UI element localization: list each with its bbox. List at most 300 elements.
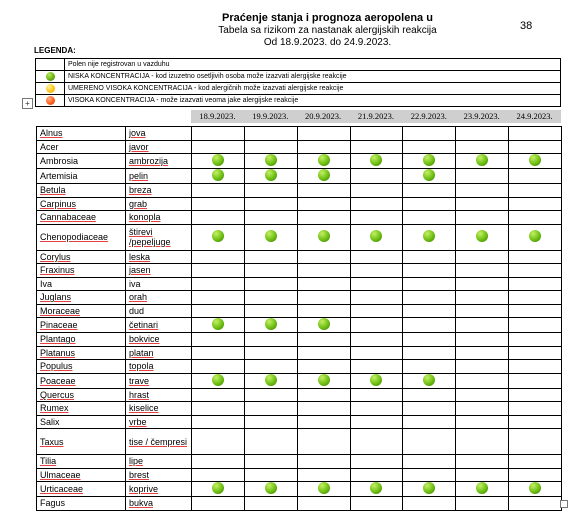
risk-cell <box>350 140 403 154</box>
latin-name-cell: Urticaceae <box>37 482 126 497</box>
local-name-cell: orah <box>126 291 192 305</box>
latin-name-cell: Juglans <box>37 291 126 305</box>
risk-cell <box>192 169 245 184</box>
risk-cell <box>297 184 350 198</box>
local-name-cell: pelin <box>126 169 192 184</box>
risk-cell <box>403 333 456 347</box>
green-dot-icon <box>370 482 382 494</box>
table-row <box>37 360 562 374</box>
green-dot-icon <box>529 230 541 242</box>
risk-cell <box>192 127 245 141</box>
local-name-cell: javor <box>126 140 192 154</box>
risk-cell <box>297 402 350 416</box>
green-dot-icon <box>423 154 435 166</box>
risk-cell <box>509 482 562 497</box>
green-dot-icon <box>212 169 224 181</box>
risk-cell <box>244 224 297 250</box>
table-row <box>37 169 562 184</box>
green-dot-icon <box>265 482 277 494</box>
risk-cell <box>297 140 350 154</box>
green-dot-icon <box>318 482 330 494</box>
risk-cell <box>456 482 509 497</box>
risk-cell <box>403 224 456 250</box>
risk-cell <box>350 211 403 225</box>
latin-name-cell: Carpinus <box>37 197 126 211</box>
risk-cell <box>509 333 562 347</box>
risk-cell <box>456 224 509 250</box>
table-row <box>37 455 562 469</box>
local-name-cell: topola <box>126 360 192 374</box>
risk-cell <box>456 402 509 416</box>
risk-cell <box>509 388 562 402</box>
table-row <box>37 497 562 511</box>
risk-cell <box>192 388 245 402</box>
table-row <box>37 333 562 347</box>
table-row <box>37 291 562 305</box>
risk-cell <box>403 346 456 360</box>
legend-row <box>36 95 561 107</box>
local-name-cell: platan <box>126 346 192 360</box>
risk-cell <box>244 373 297 388</box>
risk-cell <box>297 304 350 318</box>
risk-cell <box>350 304 403 318</box>
risk-cell <box>297 291 350 305</box>
pollen-table <box>36 126 562 511</box>
latin-name-cell: Alnus <box>37 127 126 141</box>
green-dot-icon <box>529 482 541 494</box>
risk-cell <box>456 184 509 198</box>
green-dot-icon <box>529 154 541 166</box>
local-name-cell: jasen <box>126 264 192 278</box>
risk-cell <box>509 264 562 278</box>
risk-cell <box>350 429 403 455</box>
date-header-cell: 23.9.2023. <box>463 111 500 121</box>
green-dot-icon <box>212 374 224 386</box>
latin-name-cell: Moraceae <box>37 304 126 318</box>
risk-cell <box>509 497 562 511</box>
local-name-cell: kiselice <box>126 402 192 416</box>
risk-cell <box>350 468 403 482</box>
legend-row <box>36 83 561 95</box>
risk-cell <box>456 264 509 278</box>
legend-text: Polen nije registrovan u vazduhu <box>65 59 561 71</box>
risk-cell <box>192 468 245 482</box>
risk-cell <box>297 211 350 225</box>
risk-cell <box>456 373 509 388</box>
risk-cell <box>456 154 509 169</box>
table-row <box>37 211 562 225</box>
green-dot-icon <box>476 154 488 166</box>
risk-cell <box>244 250 297 264</box>
risk-cell <box>403 154 456 169</box>
table-row <box>37 482 562 497</box>
risk-cell <box>456 197 509 211</box>
risk-cell <box>192 402 245 416</box>
risk-cell <box>244 455 297 469</box>
green-dot-icon <box>212 482 224 494</box>
legend-table <box>35 58 561 107</box>
risk-cell <box>509 211 562 225</box>
risk-cell <box>350 264 403 278</box>
risk-cell <box>509 373 562 388</box>
risk-cell <box>192 264 245 278</box>
risk-cell <box>350 318 403 333</box>
local-name-cell: lipe <box>126 455 192 469</box>
risk-cell <box>244 211 297 225</box>
risk-cell <box>192 455 245 469</box>
risk-cell <box>456 333 509 347</box>
date-header-cell: 19.9.2023. <box>252 111 289 121</box>
risk-cell <box>244 429 297 455</box>
latin-name-cell: Rumex <box>37 402 126 416</box>
risk-cell <box>456 346 509 360</box>
table-move-handle-icon[interactable]: + <box>22 98 33 109</box>
risk-cell <box>244 346 297 360</box>
green-dot-icon <box>265 169 277 181</box>
report-title: Praćenje stanja i prognoza aeropolena u <box>222 12 433 24</box>
risk-cell <box>297 455 350 469</box>
table-row <box>37 402 562 416</box>
risk-cell <box>456 291 509 305</box>
risk-cell <box>350 373 403 388</box>
local-name-cell: iva <box>126 277 192 291</box>
risk-cell <box>509 318 562 333</box>
table-row <box>37 318 562 333</box>
green-dot-icon <box>318 169 330 181</box>
risk-cell <box>192 429 245 455</box>
risk-cell <box>509 224 562 250</box>
local-name-cell: jova <box>126 127 192 141</box>
risk-cell <box>297 373 350 388</box>
risk-cell <box>350 154 403 169</box>
latin-name-cell: Artemisia <box>37 169 126 184</box>
date-header-cell: 21.9.2023. <box>357 111 395 121</box>
risk-cell <box>350 482 403 497</box>
table-row <box>37 277 562 291</box>
risk-cell <box>297 360 350 374</box>
green-dot-icon <box>265 230 277 242</box>
risk-cell <box>350 402 403 416</box>
legend-icon-cell <box>36 83 65 95</box>
risk-cell <box>350 127 403 141</box>
green-dot-icon <box>370 230 382 242</box>
local-name-cell: štirevi /pepeljuge <box>126 224 192 250</box>
risk-cell <box>403 402 456 416</box>
risk-cell <box>403 250 456 264</box>
risk-cell <box>350 224 403 250</box>
risk-cell <box>244 304 297 318</box>
local-name-cell: trave <box>126 373 192 388</box>
risk-cell <box>403 415 456 429</box>
risk-cell <box>297 318 350 333</box>
risk-cell <box>403 497 456 511</box>
risk-cell <box>509 154 562 169</box>
risk-cell <box>192 482 245 497</box>
risk-cell <box>509 127 562 141</box>
local-name-cell: bukva <box>126 497 192 511</box>
risk-cell <box>244 154 297 169</box>
risk-cell <box>509 197 562 211</box>
green-dot-icon <box>265 154 277 166</box>
local-name-cell: četinari <box>126 318 192 333</box>
latin-name-cell: Chenopodiaceae <box>37 224 126 250</box>
risk-cell <box>456 211 509 225</box>
risk-cell <box>244 197 297 211</box>
risk-cell <box>297 224 350 250</box>
risk-cell <box>350 455 403 469</box>
report-subtitle: Tabela sa rizikom za nastanak alergijskih reakcija <box>218 25 437 36</box>
report-header <box>0 12 585 49</box>
page-number: 38 <box>520 20 533 32</box>
risk-cell <box>192 333 245 347</box>
legend-row <box>36 71 561 83</box>
risk-cell <box>350 333 403 347</box>
risk-cell <box>350 250 403 264</box>
risk-cell <box>244 468 297 482</box>
risk-cell <box>509 304 562 318</box>
risk-cell <box>403 482 456 497</box>
local-name-cell: vrbe <box>126 415 192 429</box>
risk-cell <box>456 415 509 429</box>
yellow-dot-icon <box>46 84 55 93</box>
risk-cell <box>192 291 245 305</box>
latin-name-cell: Iva <box>37 277 126 291</box>
green-dot-icon <box>370 154 382 166</box>
date-header-cell: 22.9.2023. <box>410 111 447 121</box>
risk-cell <box>403 468 456 482</box>
risk-cell <box>192 415 245 429</box>
local-name-cell: brest <box>126 468 192 482</box>
risk-cell <box>350 169 403 184</box>
risk-cell <box>297 127 350 141</box>
legend-icon-cell <box>36 59 65 71</box>
risk-cell <box>456 277 509 291</box>
risk-cell <box>403 277 456 291</box>
risk-cell <box>350 197 403 211</box>
risk-cell <box>456 127 509 141</box>
risk-cell <box>403 373 456 388</box>
risk-cell <box>244 291 297 305</box>
risk-cell <box>192 373 245 388</box>
table-row <box>37 154 562 169</box>
risk-cell <box>509 346 562 360</box>
risk-cell <box>192 497 245 511</box>
red-dot-icon <box>46 96 55 105</box>
table-row <box>37 250 562 264</box>
risk-cell <box>297 154 350 169</box>
risk-cell <box>403 429 456 455</box>
local-name-cell: grab <box>126 197 192 211</box>
risk-cell <box>509 169 562 184</box>
risk-cell <box>509 277 562 291</box>
risk-cell <box>509 140 562 154</box>
local-name-cell: koprive <box>126 482 192 497</box>
risk-cell <box>297 468 350 482</box>
risk-cell <box>456 455 509 469</box>
green-dot-icon <box>318 374 330 386</box>
risk-cell <box>192 318 245 333</box>
risk-cell <box>244 482 297 497</box>
risk-cell <box>192 184 245 198</box>
local-name-cell: leska <box>126 250 192 264</box>
risk-cell <box>509 250 562 264</box>
table-row <box>37 468 562 482</box>
table-row <box>37 197 562 211</box>
risk-cell <box>297 482 350 497</box>
risk-cell <box>297 250 350 264</box>
risk-cell <box>403 455 456 469</box>
latin-name-cell: Ulmaceae <box>37 468 126 482</box>
risk-cell <box>350 360 403 374</box>
risk-cell <box>456 497 509 511</box>
risk-cell <box>403 360 456 374</box>
green-dot-icon <box>423 374 435 386</box>
latin-name-cell: Quercus <box>37 388 126 402</box>
risk-cell <box>403 197 456 211</box>
risk-cell <box>456 140 509 154</box>
risk-cell <box>403 127 456 141</box>
legend-icon-cell <box>36 71 65 83</box>
legend-row <box>36 59 561 71</box>
report-date-range: Od 18.9.2023. do 24.9.2023. <box>263 37 392 48</box>
risk-cell <box>192 211 245 225</box>
latin-name-cell: Pinaceae <box>37 318 126 333</box>
green-dot-icon <box>318 230 330 242</box>
green-dot-icon <box>318 154 330 166</box>
risk-cell <box>192 250 245 264</box>
risk-cell <box>297 197 350 211</box>
risk-cell <box>192 140 245 154</box>
risk-cell <box>297 388 350 402</box>
table-row <box>37 264 562 278</box>
green-dot-icon <box>423 169 435 181</box>
green-dot-icon <box>212 318 224 330</box>
risk-cell <box>244 497 297 511</box>
green-dot-icon <box>476 482 488 494</box>
latin-name-cell: Betula <box>37 184 126 198</box>
risk-cell <box>192 154 245 169</box>
risk-cell <box>509 455 562 469</box>
risk-cell <box>403 211 456 225</box>
risk-cell <box>192 360 245 374</box>
local-name-cell: tise / čempresi <box>126 429 192 455</box>
risk-cell <box>192 277 245 291</box>
green-dot-icon <box>212 154 224 166</box>
green-dot-icon <box>370 374 382 386</box>
risk-cell <box>244 169 297 184</box>
risk-cell <box>403 140 456 154</box>
local-name-cell: ambrozija <box>126 154 192 169</box>
table-row <box>37 304 562 318</box>
local-name-cell: bokvice <box>126 333 192 347</box>
risk-cell <box>350 346 403 360</box>
date-header-row <box>191 110 561 123</box>
latin-name-cell: Populus <box>37 360 126 374</box>
risk-cell <box>244 388 297 402</box>
table-row <box>37 429 562 455</box>
risk-cell <box>350 291 403 305</box>
latin-name-cell: Taxus <box>37 429 126 455</box>
risk-cell <box>244 140 297 154</box>
risk-cell <box>244 264 297 278</box>
risk-cell <box>509 415 562 429</box>
risk-cell <box>350 497 403 511</box>
risk-cell <box>192 346 245 360</box>
table-row <box>37 184 562 198</box>
risk-cell <box>456 304 509 318</box>
risk-cell <box>509 360 562 374</box>
green-dot-icon <box>318 318 330 330</box>
risk-cell <box>297 497 350 511</box>
legend-text: VISOKA KONCENTRACIJA - može izazvati veoma jake alergijske reakcije <box>65 95 561 107</box>
risk-cell <box>509 468 562 482</box>
latin-name-cell: Poaceae <box>37 373 126 388</box>
risk-cell <box>297 333 350 347</box>
latin-name-cell: Plantago <box>37 333 126 347</box>
risk-cell <box>350 184 403 198</box>
risk-cell <box>244 318 297 333</box>
risk-cell <box>244 333 297 347</box>
latin-name-cell: Ambrosia <box>37 154 126 169</box>
risk-cell <box>244 360 297 374</box>
green-dot-icon <box>265 318 277 330</box>
risk-cell <box>297 415 350 429</box>
table-row <box>37 224 562 250</box>
risk-cell <box>192 304 245 318</box>
green-dot-icon <box>265 374 277 386</box>
table-row <box>37 388 562 402</box>
risk-cell <box>456 169 509 184</box>
latin-name-cell: Acer <box>37 140 126 154</box>
latin-name-cell: Tilia <box>37 455 126 469</box>
risk-cell <box>244 402 297 416</box>
latin-name-cell: Fraxinus <box>37 264 126 278</box>
risk-cell <box>456 360 509 374</box>
latin-name-cell: Corylus <box>37 250 126 264</box>
risk-cell <box>403 318 456 333</box>
green-dot-icon <box>423 230 435 242</box>
latin-name-cell: Cannabaceae <box>37 211 126 225</box>
risk-cell <box>403 184 456 198</box>
risk-cell <box>403 388 456 402</box>
risk-cell <box>192 224 245 250</box>
table-resize-handle-icon[interactable] <box>560 500 568 508</box>
risk-cell <box>456 388 509 402</box>
risk-cell <box>297 169 350 184</box>
risk-cell <box>403 264 456 278</box>
risk-cell <box>297 277 350 291</box>
table-row <box>37 346 562 360</box>
latin-name-cell: Platanus <box>37 346 126 360</box>
risk-cell <box>350 415 403 429</box>
risk-cell <box>456 250 509 264</box>
risk-cell <box>244 277 297 291</box>
risk-cell <box>244 184 297 198</box>
legend-icon-cell <box>36 95 65 107</box>
risk-cell <box>244 415 297 429</box>
risk-cell <box>297 429 350 455</box>
risk-cell <box>509 291 562 305</box>
risk-cell <box>456 468 509 482</box>
date-header-bar <box>191 110 561 123</box>
green-dot-icon <box>423 482 435 494</box>
local-name-cell: hrast <box>126 388 192 402</box>
date-header-cell: 24.9.2023. <box>516 111 553 121</box>
local-name-cell: breza <box>126 184 192 198</box>
date-header-cell: 18.9.2023. <box>199 111 236 121</box>
risk-cell <box>509 429 562 455</box>
risk-cell <box>350 388 403 402</box>
